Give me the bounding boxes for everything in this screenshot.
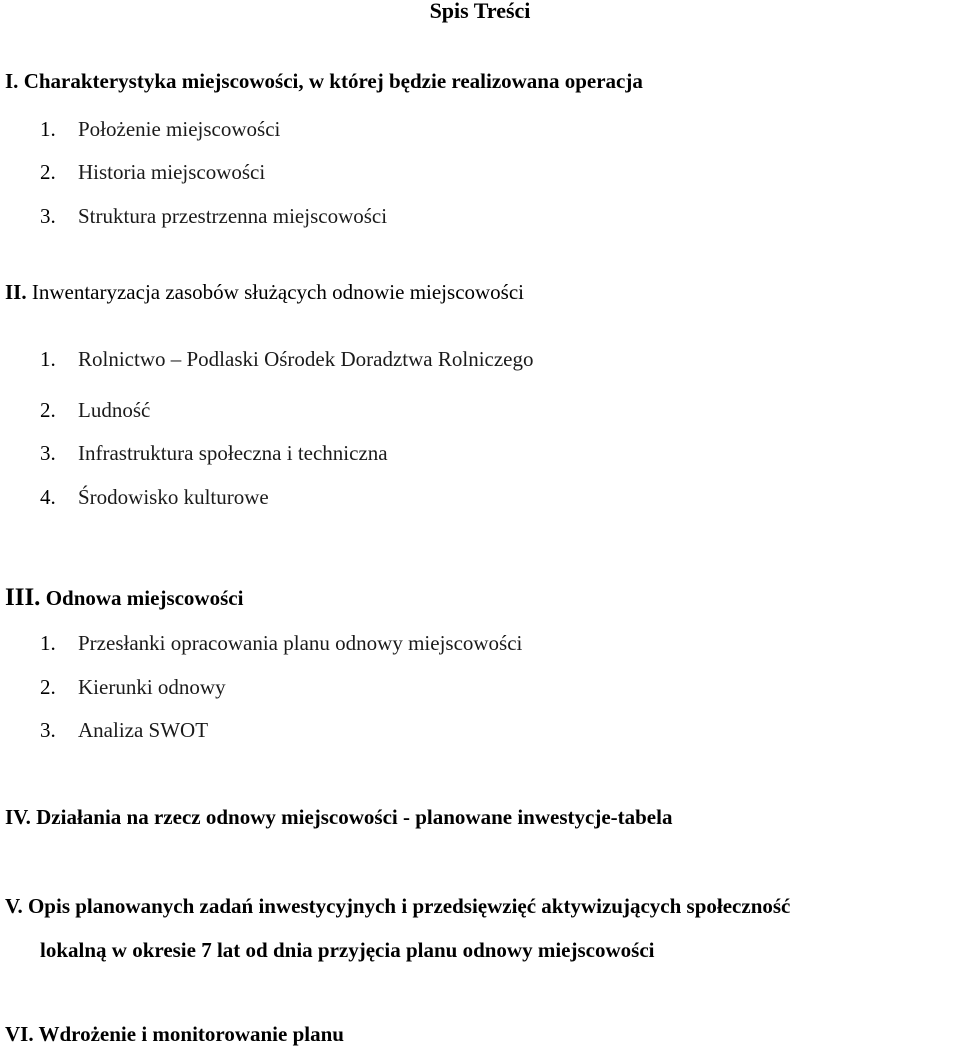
item-number: 1.	[40, 117, 56, 141]
section-title: Opis planowanych zadań inwestycyjnych i przedsięwzięć aktywizujących społeczność	[27, 894, 791, 918]
item-text: Ludność	[78, 398, 151, 422]
section-numeral: VI.	[5, 1022, 34, 1046]
item-text: Położenie miejscowości	[78, 117, 281, 141]
item-text: Kierunki odnowy	[78, 675, 226, 699]
section-title: Inwentaryzacja zasobów służących odnowie miejscowości	[31, 280, 525, 304]
section-heading-2	[5, 282, 524, 303]
item-number: 1.	[40, 631, 56, 655]
toc-item	[40, 349, 534, 370]
item-text: Analiza SWOT	[78, 718, 209, 742]
section-title: Działania na rzecz odnowy miejscowości - planowane inwestycje-tabela	[36, 805, 673, 829]
section-heading-5	[5, 896, 790, 917]
section-heading-1	[5, 71, 643, 92]
section-numeral: I.	[5, 69, 19, 93]
section-heading-6	[5, 1024, 344, 1045]
toc-item	[40, 487, 269, 508]
item-text: Rolnictwo – Podlaski Ośrodek Doradztwa Rolniczego	[78, 347, 534, 371]
section-numeral: II.	[5, 280, 27, 304]
section-heading-3	[5, 585, 243, 610]
section-title: Charakterystyka miejscowości, w której będzie realizowana operacja	[23, 69, 643, 93]
section-numeral: IV.	[5, 805, 31, 829]
section-numeral: III.	[5, 584, 41, 611]
item-number: 3.	[40, 204, 56, 228]
toc-item	[40, 720, 208, 741]
section-title: Wdrożenie i monitorowanie planu	[38, 1022, 344, 1046]
toc-item	[40, 677, 226, 698]
item-text: Infrastruktura społeczna i techniczna	[78, 441, 388, 465]
item-number: 3.	[40, 718, 56, 742]
item-text: Historia miejscowości	[78, 160, 266, 184]
item-text: Środowisko kulturowe	[78, 485, 269, 509]
document-title: Spis Treści	[429, 0, 531, 23]
item-number: 4.	[40, 485, 56, 509]
item-number: 2.	[40, 675, 56, 699]
item-text: Przesłanki opracowania planu odnowy miejscowości	[78, 631, 523, 655]
item-number: 1.	[40, 347, 56, 371]
section-title: Odnowa miejscowości	[45, 586, 244, 610]
toc-item	[40, 400, 150, 421]
section-title-continuation: lokalną w okresie 7 lat od dnia przyjęcia planu odnowy miejscowości	[40, 938, 655, 962]
toc-item	[40, 162, 265, 183]
toc-item	[40, 119, 280, 140]
item-text: Struktura przestrzenna miejscowości	[78, 204, 388, 228]
toc-item	[40, 206, 387, 227]
section-heading-4	[5, 807, 672, 828]
toc-item	[40, 633, 522, 654]
section-numeral: V.	[5, 894, 23, 918]
section-heading-5-continuation	[40, 940, 654, 961]
item-number: 2.	[40, 398, 56, 422]
item-number: 3.	[40, 441, 56, 465]
toc-item	[40, 443, 388, 464]
item-number: 2.	[40, 160, 56, 184]
